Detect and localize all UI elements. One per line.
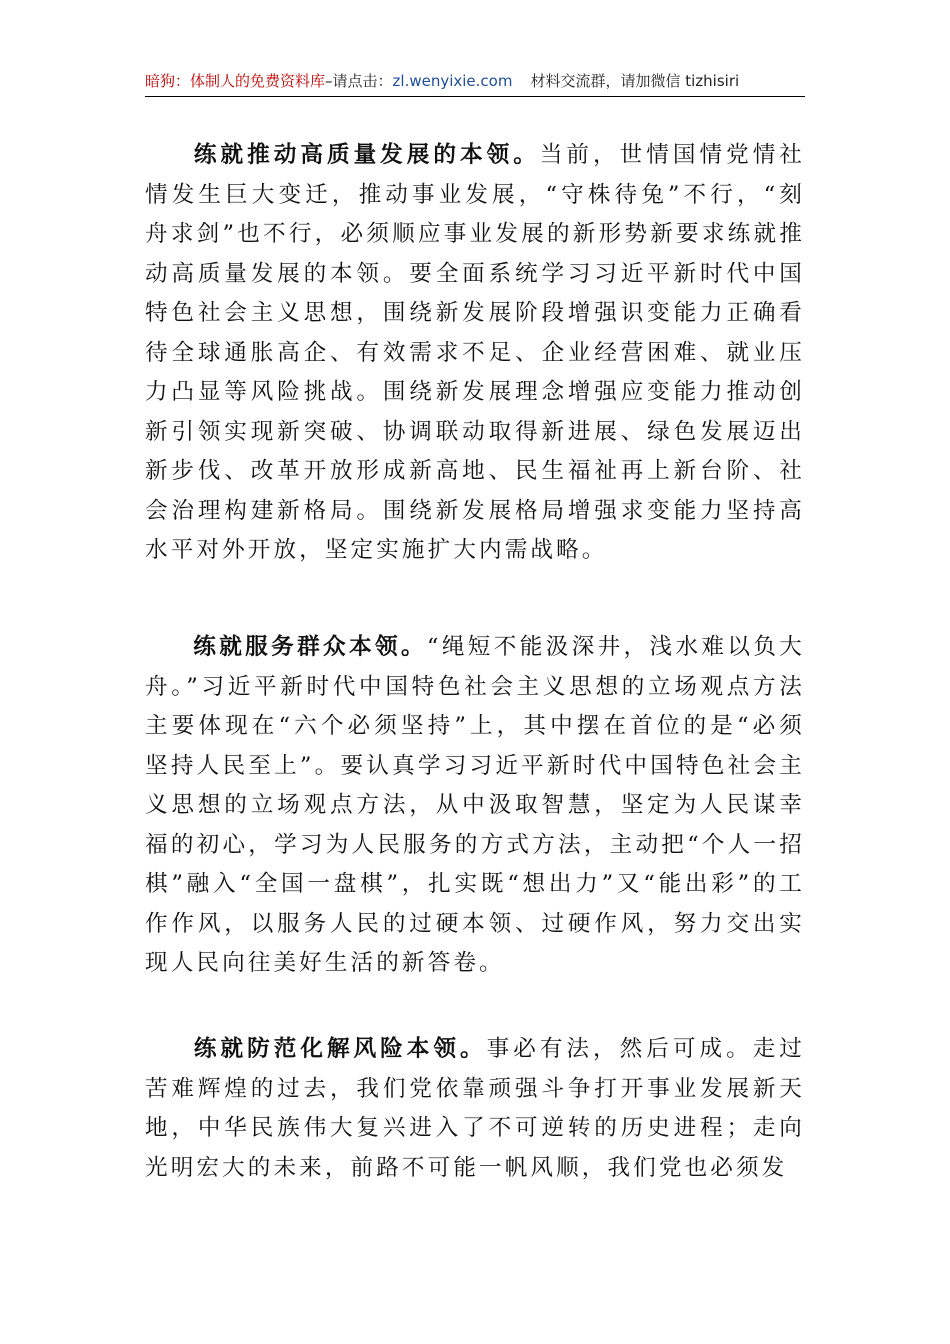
paragraph-3-body: 事必有法，然后可成。走过苦难辉煌的过去，我们党依靠顽强斗争打开事业发展新天地，中华民族伟大复兴进入了不可逆转的历史进程；走向光明宏大的未来，前路不可能一帆风顺，我们党也必须发 [145, 1036, 805, 1181]
paragraph-2-lead: 练就服务群众本领。 [193, 634, 427, 660]
header-divider [145, 96, 805, 97]
header-link[interactable]: zl.wenyixie.com [392, 72, 513, 90]
header-promo-text: 暗狗：体制人的免费资料库 [145, 72, 326, 90]
paragraph-1 [145, 136, 805, 571]
header-click-text: –请点击： [325, 72, 393, 90]
page-header [145, 68, 805, 94]
paragraph-1-body: 当前，世情国情党情社情发生巨大变迁，推动事业发展，“守株待兔”不行，“刻舟求剑”也不行，必须顺应事业发展的新形势新要求练就推动高质量发展的本领。要全面系统学习习近平新时代中国特色社会主义思想，围绕新发展阶段增强识变能力正确看待全球通胀高企、有效需求不足、企业经营困难、就业压力凸显等风险挑战。围绕新发展理念增强应变能力推动创新引领实现新突破、协调联动取得新进展、绿色发展迈出新步伐、改革开放形成新高地、民生福祉再上新台阶、社会治理构建新格局。围绕新发展格局增强求变能力坚持高水平对外开放，坚定实施扩大内需战略。 [145, 142, 805, 563]
paragraph-1-lead: 练就推动高质量发展的本领。 [193, 142, 540, 168]
paragraph-3-lead: 练就防范化解风险本领。 [193, 1036, 487, 1062]
paragraph-2 [145, 628, 805, 984]
paragraph-2-body: “绳短不能汲深井，浅水难以负大舟。”习近平新时代中国特色社会主义思想的立场观点方法主要体现在“六个必须坚持”上，其中摆在首位的是“必须坚持人民至上”。要认真学习习近平新时代中国特色社会主义思想的立场观点方法，从中汲取智慧，坚定为人民谋幸福的初心，学习为人民服务的方式方法，主动把“个人一招棋”融入“全国一盘棋”，扎实既“想出力”又“能出彩”的工作作风，以服务人民的过硬本领、过硬作风，努力交出实现人民向往美好生活的新答卷。 [145, 634, 805, 976]
header-group-text: 材料交流群，请加微信 tizhisiri [530, 72, 740, 90]
paragraph-3 [145, 1030, 805, 1188]
